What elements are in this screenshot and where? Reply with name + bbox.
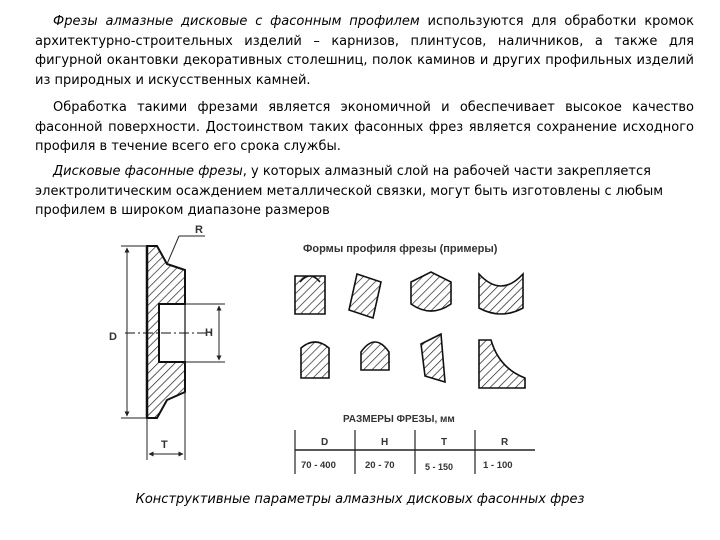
dim-label-t: T [161,439,168,451]
table-header-r: R [501,437,509,448]
paragraph-intro-text: используются для обработки кромок архитектурно-строительных изделий – карнизов, плинтусов, наличников, а также для фигурной окантовки декоративных столешниц, полок каминов и других профильных изделий из природных и искусственных камней. [35,14,694,88]
profiles-title: Формы профиля фрезы (примеры) [303,243,498,255]
profile-shape-8 [479,340,525,388]
profile-shape-1 [295,276,325,314]
profile-shape-4 [479,274,523,314]
size-table-title: РАЗМЕРЫ ФРЕЗЫ, мм [343,414,455,425]
table-value-h: 20 - 70 [365,460,395,471]
table-header-h: H [381,437,389,448]
profile-shape-3 [411,272,451,311]
paragraph-electroplated [35,162,665,221]
table-value-d: 70 - 400 [301,460,336,471]
cutter-figure [95,222,535,484]
table-value-t: 5 - 150 [425,462,454,472]
table-header-t: T [441,437,448,448]
dim-leader-r [167,236,179,264]
profile-shapes [295,272,525,388]
paragraph-advantages: Обработка такими фрезами является экономичной и обеспечивает высокое качество фасонной поверхности. Достоинством таких фасонных фрез является сохранение исходного профиля в течение всего его срока службы. [35,100,694,154]
dim-label-h: H [205,327,213,339]
term-shaped-disc-cutters: Дисковые фасонные фрезы [53,164,243,179]
term-diamond-disc-cutters: Фрезы алмазные дисковые с фасонным профилем [53,14,420,29]
profile-shape-7 [421,334,445,382]
figure-caption: Конструктивные параметры алмазных дисковых фасонных фрез [135,492,585,507]
cutter-cross-section [109,224,225,460]
profile-shape-2 [349,274,381,318]
cutter-body-section [147,246,185,418]
profile-shape-6 [361,342,389,370]
table-header-d: D [321,437,329,448]
dim-label-r: R [195,224,203,236]
table-value-r: 1 - 100 [483,460,513,471]
paragraph-electroplated-text: , у которых алмазный слой на рабочей части закрепляется электролитическим осаждением металлической связки, могут быть изготовлены с любым профилем в широком диапазоне размеров [35,164,664,218]
paragraph-intro [35,12,694,90]
profile-shape-5 [301,342,329,378]
dim-label-d: D [109,331,117,343]
size-table [295,430,535,474]
